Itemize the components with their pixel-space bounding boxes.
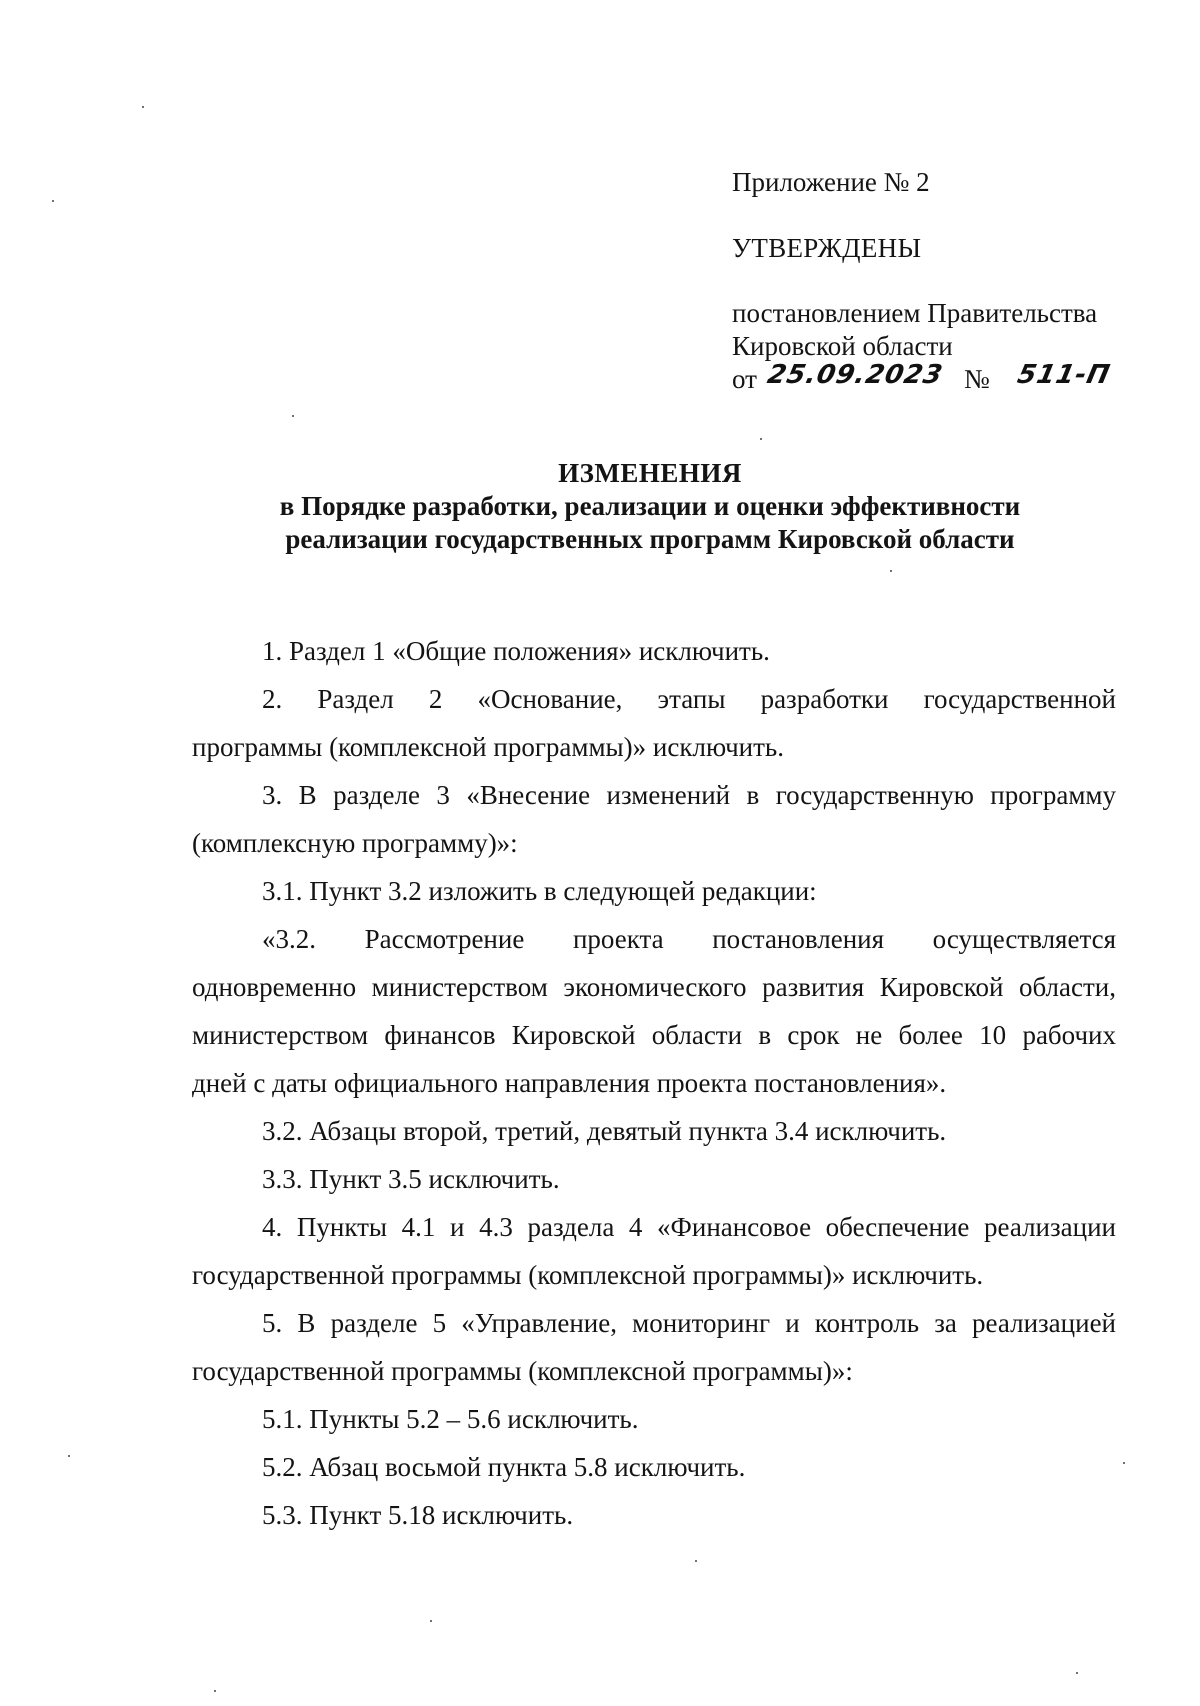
appendix-label: Приложение № 2 (732, 167, 930, 197)
paragraph-5-3: 5.3. Пункт 5.18 исключить. (262, 1500, 574, 1530)
paragraph-3-line-2: (комплексную программу)»: (192, 828, 518, 858)
paragraph-5-1: 5.1. Пункты 5.2 – 5.6 исключить. (262, 1404, 639, 1434)
scan-speck (760, 438, 762, 440)
paragraph-3-line-1: 3. В разделе 3 «Внесение изменений в государственную программу (262, 780, 1116, 810)
decree-line-1: постановлением Правительства (732, 298, 1098, 328)
paragraph-3-3: 3.3. Пункт 3.5 исключить. (262, 1164, 560, 1194)
quote-line-2: одновременно министерством экономического развития Кировской области, (192, 972, 1116, 1002)
scan-speck (142, 106, 144, 108)
quote-line-4: дней с даты официального направления проекта постановления». (192, 1068, 947, 1098)
scan-speck (1123, 1462, 1125, 1464)
title-heading: ИЗМЕНЕНИЯ (558, 458, 742, 488)
scan-speck (68, 1455, 70, 1457)
paragraph-5-2: 5.2. Абзац восьмой пункта 5.8 исключить. (262, 1452, 746, 1482)
approved-label: УТВЕРЖДЕНЫ (732, 233, 922, 263)
paragraph-3-2: 3.2. Абзацы второй, третий, девятый пункта 3.4 исключить. (262, 1116, 947, 1146)
paragraph-2-line-1: 2. Раздел 2 «Основание, этапы разработки государственной (262, 684, 1116, 714)
scan-speck (890, 570, 892, 572)
paragraph-5-line-2: государственной программы (комплексной программы)»: (192, 1356, 853, 1386)
title-line-1: в Порядке разработки, реализации и оценки эффективности (279, 491, 1021, 521)
scan-speck (1076, 1672, 1078, 1674)
quote-line-1: «3.2. Рассмотрение проекта постановления осуществляется (262, 924, 1116, 954)
scan-speck (695, 1560, 697, 1562)
title-line-2: реализации государственных программ Кировской области (285, 524, 1015, 554)
handwritten-date: 25.09.2023 (764, 360, 946, 390)
date-prefix: от (732, 364, 757, 394)
paragraph-2-line-2: программы (комплексной программы)» исключить. (192, 732, 784, 762)
decree-line-2: Кировской области (732, 331, 953, 361)
decree-date-number-line (732, 361, 1152, 401)
scan-speck (52, 200, 54, 202)
document-title (0, 457, 1200, 556)
quote-line-3: министерством финансов Кировской области в срок не более 10 рабочих (192, 1020, 1116, 1050)
handwritten-number: 511-П (1014, 360, 1114, 390)
scan-speck (214, 1690, 216, 1692)
paragraph-4-line-1: 4. Пункты 4.1 и 4.3 раздела 4 «Финансовое обеспечение реализации (262, 1212, 1116, 1242)
scan-speck (430, 1620, 432, 1622)
number-sign: № (964, 364, 990, 394)
paragraph-1: 1. Раздел 1 «Общие положения» исключить. (262, 636, 770, 666)
paragraph-3-1: 3.1. Пункт 3.2 изложить в следующей редакции: (262, 876, 817, 906)
scan-speck (292, 415, 294, 417)
paragraph-5-line-1: 5. В разделе 5 «Управление, мониторинг и контроль за реализацией (262, 1308, 1116, 1338)
paragraph-4-line-2: государственной программы (комплексной программы)» исключить. (192, 1260, 984, 1290)
